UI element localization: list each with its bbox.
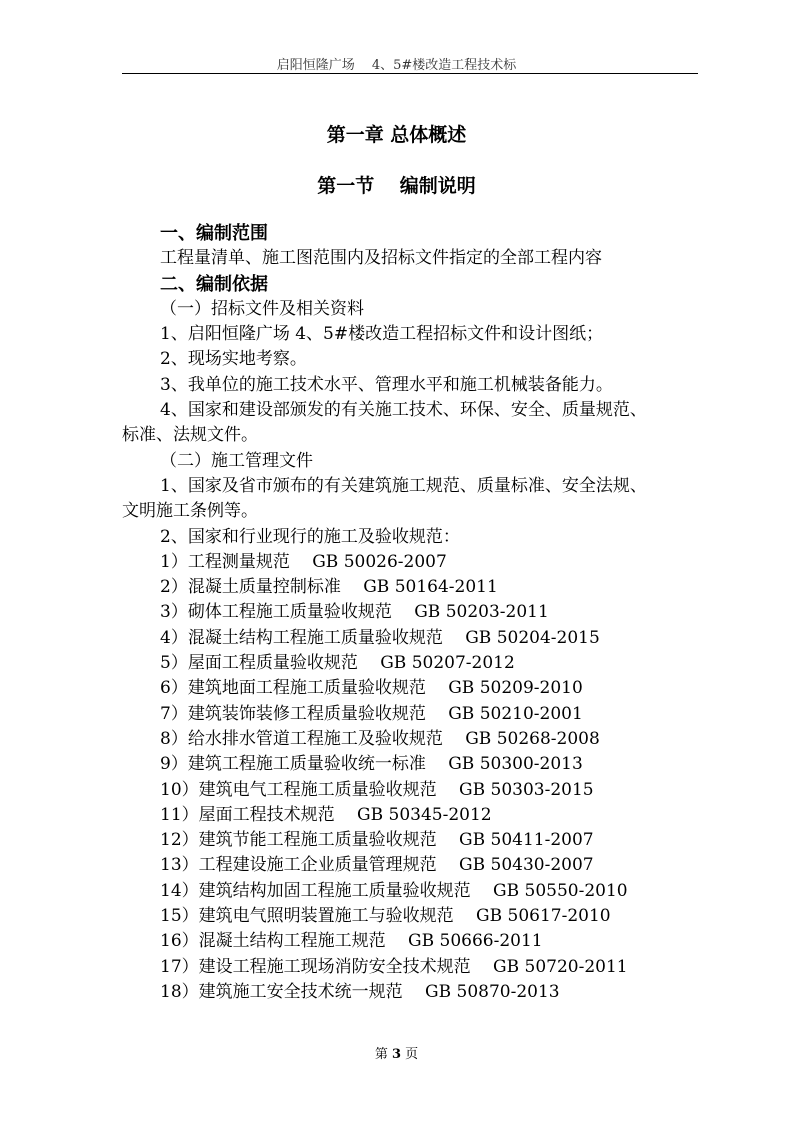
standard-item: 12）建筑节能工程施工质量验收规范 GB 50411-2007: [160, 830, 594, 851]
basis-sub2-item: 2、国家和行业现行的施工及验收规范：: [160, 526, 460, 547]
standard-item: 4）混凝土结构工程施工质量验收规范 GB 50204-2015: [160, 627, 600, 648]
standard-item: 7）建筑装饰装修工程质量验收规范 GB 50210-2001: [160, 703, 583, 724]
basis-sub1-item-continued: 标准、法规文件。: [122, 425, 258, 446]
page-number-suffix: 页: [405, 1047, 419, 1062]
document-body: [122, 221, 698, 1005]
standard-item: 8）给水排水管道工程施工及验收规范 GB 50268-2008: [160, 728, 600, 749]
standard-item: 6）建筑地面工程施工质量验收规范 GB 50209-2010: [160, 678, 583, 699]
page-number-prefix: 第: [374, 1047, 388, 1062]
standard-item: 14）建筑结构加固工程施工质量验收规范 GB 50550-2010: [160, 880, 628, 901]
basis-sub2-item: 1、国家及省市颁布的有关建筑施工规范、质量标准、安全法规、: [160, 475, 647, 496]
standard-item: 17）建设工程施工现场消防安全技术规范 GB 50720-2011: [160, 956, 628, 977]
standard-item: 5）屋面工程质量验收规范 GB 50207-2012: [160, 653, 515, 674]
standard-item: 15）建筑电气照明装置施工与验收规范 GB 50617-2010: [160, 906, 611, 927]
page-footer: [0, 1043, 793, 1062]
header-rule: [122, 73, 698, 74]
section-title: 第一节 编制说明: [317, 175, 476, 197]
standard-item: 16）混凝土结构工程施工规范 GB 50666-2011: [160, 931, 543, 952]
scope-text: 工程量清单、施工图范围内及招标文件指定的全部工程内容: [160, 248, 602, 269]
page-number: 3: [391, 1047, 402, 1062]
standard-item: 13）工程建设施工企业质量管理规范 GB 50430-2007: [160, 855, 594, 876]
scope-heading: 一、编制范围: [160, 223, 268, 244]
standard-item: 3）砌体工程施工质量验收规范 GB 50203-2011: [160, 602, 549, 623]
basis-sub2-item-continued: 文明施工条例等。: [122, 501, 258, 522]
basis-sub1-item: 4、国家和建设部颁发的有关施工技术、环保、安全、质量规范、: [160, 400, 647, 421]
chapter-title: 第一章 总体概述: [326, 124, 467, 146]
basis-sub1-item: 2、现场实地考察。: [160, 349, 307, 370]
page-header: 启阳恒隆广场 4、5#楼改造工程技术标: [276, 58, 517, 73]
standard-item: 9）建筑工程施工质量验收统一标准 GB 50300-2013: [160, 754, 583, 775]
basis-heading: 二、编制依据: [160, 273, 268, 295]
basis-sub1-title: （一）招标文件及相关资料: [160, 298, 364, 319]
standard-item: 2）混凝土质量控制标准 GB 50164-2011: [160, 577, 498, 598]
standard-item: 1）工程测量规范 GB 50026-2007: [160, 551, 447, 572]
standard-item: 11）屋面工程技术规范 GB 50345-2012: [160, 804, 492, 825]
basis-sub2-title: （二）施工管理文件: [160, 450, 313, 471]
basis-sub1-item: 3、我单位的施工技术水平、管理水平和施工机械装备能力。: [160, 374, 613, 395]
standard-item: 18）建筑施工安全技术统一规范 GB 50870-2013: [160, 981, 560, 1002]
basis-sub1-item: 1、启阳恒隆广场 4、5#楼改造工程招标文件和设计图纸；: [160, 324, 604, 345]
standard-item: 10）建筑电气工程施工质量验收规范 GB 50303-2015: [160, 779, 594, 800]
